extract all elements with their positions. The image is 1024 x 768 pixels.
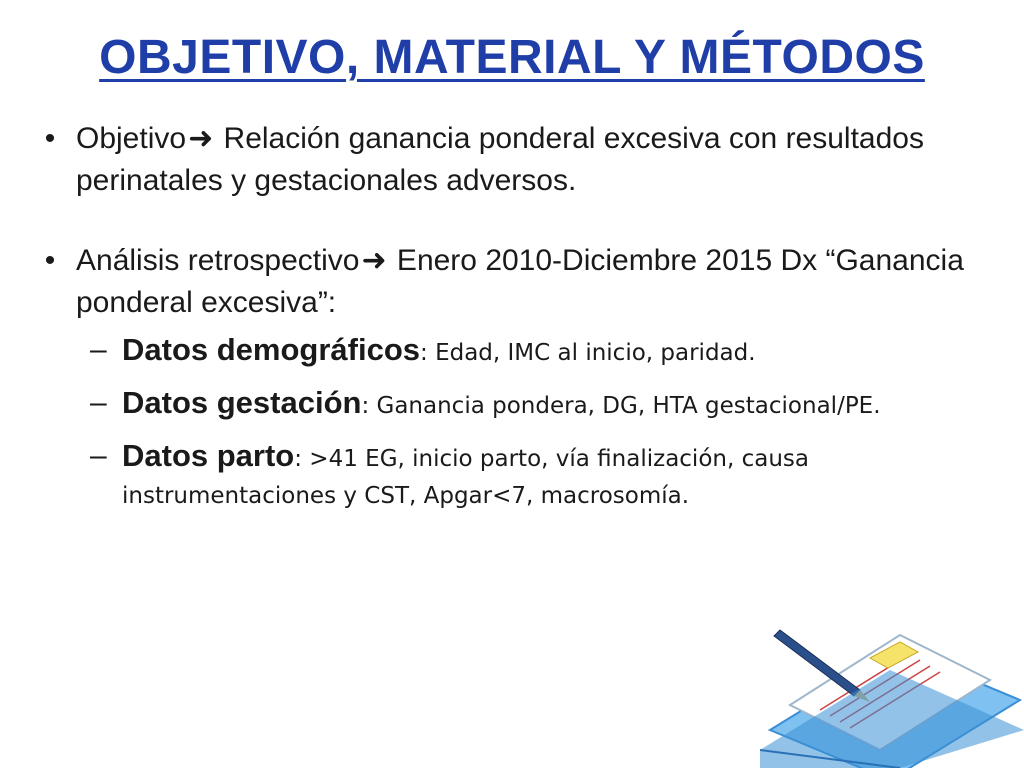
arrow-icon: ➜ bbox=[361, 244, 387, 277]
bullet-dot: • bbox=[44, 122, 56, 155]
bullet-objetivo bbox=[40, 118, 990, 202]
slide-content bbox=[40, 118, 990, 528]
sub-item-gestacion bbox=[90, 385, 990, 424]
sub-item-demograficos bbox=[90, 332, 990, 371]
sub-list bbox=[40, 332, 990, 514]
sub-dash: – bbox=[90, 333, 107, 366]
sub-item-body: : >41 EG, inicio parto, vía finalización, causa instrumentaciones y CST, Apgar<7, macrosomía. bbox=[122, 446, 809, 509]
sub-item-head: Datos demográficos bbox=[122, 332, 421, 367]
sub-item-head: Datos parto bbox=[122, 438, 295, 473]
bullet-label: Análisis retrospectivo bbox=[76, 244, 360, 277]
document-pen-clipart-icon bbox=[750, 610, 1024, 768]
arrow-icon: ➜ bbox=[188, 122, 214, 155]
sub-item-head: Datos gestación bbox=[122, 385, 362, 420]
bullet-text: Relación ganancia ponderal excesiva con resultados perinatales y gestacionales adversos. bbox=[76, 122, 924, 197]
bullet-text: Enero 2010-Diciembre 2015 Dx “Ganancia ponderal excesiva”: bbox=[76, 244, 964, 319]
bullet-analisis bbox=[40, 240, 990, 324]
sub-dash: – bbox=[90, 386, 107, 419]
bullet-label: Objetivo bbox=[76, 122, 187, 155]
slide-title: OBJETIVO, MATERIAL Y MÉTODOS bbox=[99, 31, 925, 84]
sub-dash: – bbox=[90, 439, 107, 472]
sub-item-body: : Ganancia pondera, DG, HTA gestacional/PE. bbox=[361, 393, 881, 419]
bullet-dot: • bbox=[44, 244, 56, 277]
sub-item-parto bbox=[90, 438, 990, 514]
sub-item-body: : Edad, IMC al inicio, paridad. bbox=[420, 340, 756, 366]
